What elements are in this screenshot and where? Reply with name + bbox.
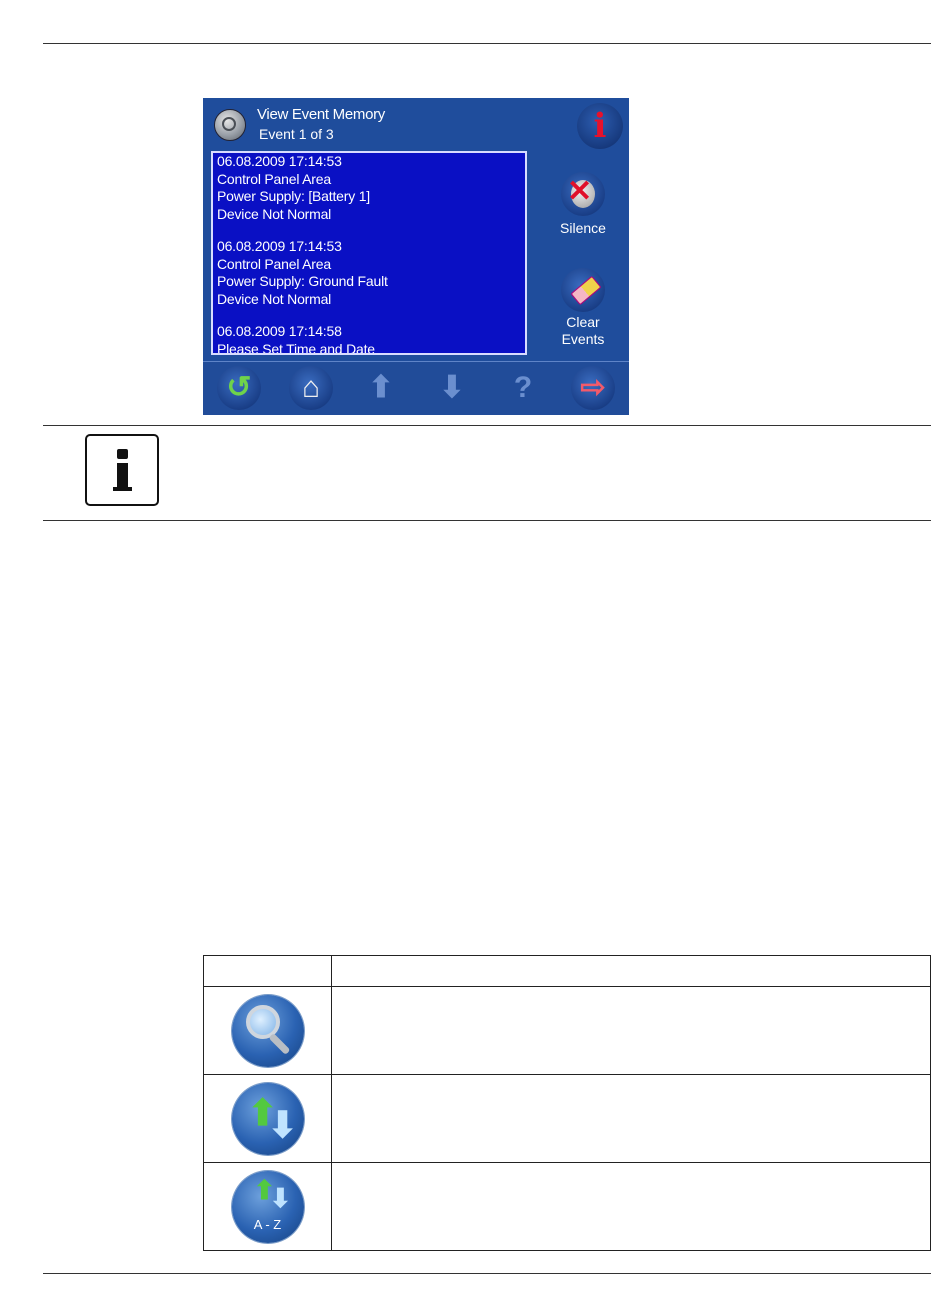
event-area: Please Set Time and Date <box>217 340 375 355</box>
icon-table <box>203 955 931 1251</box>
event-memory-icon <box>214 109 246 141</box>
bottom-rule <box>43 1273 931 1274</box>
silence-icon: ✕ <box>561 172 605 216</box>
event-datetime: 06.08.2009 17:14:53 <box>217 238 342 254</box>
bottom-toolbar <box>203 361 629 415</box>
info-box-icon <box>85 434 159 506</box>
event-counter: Event 1 of 3 <box>259 126 334 142</box>
silence-label: Silence <box>560 220 606 236</box>
note-top-rule <box>43 425 931 426</box>
help-icon[interactable]: ? <box>513 371 533 404</box>
table-cell-description <box>332 1075 931 1163</box>
event-source: Power Supply: Ground Fault <box>217 273 388 289</box>
event-entry[interactable] <box>217 153 525 223</box>
info-button[interactable] <box>577 103 623 149</box>
event-status: Device Not Normal <box>217 205 332 222</box>
note-bottom-rule <box>43 520 931 521</box>
event-entry[interactable] <box>217 238 525 308</box>
table-header-description <box>332 956 931 987</box>
event-status: Device Not Normal <box>217 290 332 307</box>
event-memory-screen <box>203 98 629 414</box>
event-entry[interactable] <box>217 323 525 355</box>
silence-button[interactable] <box>553 172 613 236</box>
arrow-down-icon[interactable]: ⬇ <box>439 371 465 404</box>
event-area: Control Panel Area <box>217 255 331 272</box>
event-datetime: 06.08.2009 17:14:58 <box>217 323 342 339</box>
info-icon: i <box>593 106 607 146</box>
table-row <box>204 1163 931 1251</box>
event-list[interactable] <box>211 151 527 355</box>
home-icon[interactable]: ⌂ <box>289 366 333 410</box>
exit-icon[interactable]: ⇨ <box>571 366 615 410</box>
top-rule <box>43 43 931 44</box>
table-header-icon <box>204 956 332 987</box>
table-row <box>204 987 931 1075</box>
sort-az-label: A - Z <box>253 1216 282 1232</box>
back-icon[interactable]: ↺ <box>217 366 261 410</box>
clear-label-line2: Events <box>561 331 605 347</box>
event-area: Control Panel Area <box>217 170 331 187</box>
eraser-icon <box>561 268 605 312</box>
event-datetime: 06.08.2009 17:14:53 <box>217 153 342 169</box>
table-row <box>204 1075 931 1163</box>
table-cell-description <box>332 987 931 1075</box>
event-source: Power Supply: [Battery 1] <box>217 188 370 204</box>
arrow-up-icon[interactable]: ⬆ <box>368 371 394 404</box>
search-icon <box>232 995 304 1067</box>
sort-icon: ⬆ ⬇ <box>232 1083 304 1155</box>
screen-title: View Event Memory <box>257 106 386 123</box>
sort-alphabetical-icon: ⬆ ⬇ A - Z <box>232 1171 304 1243</box>
table-header-row <box>204 956 931 987</box>
clear-label-line1: Clear <box>566 314 600 330</box>
clear-events-button[interactable] <box>553 268 613 348</box>
table-cell-description <box>332 1163 931 1251</box>
